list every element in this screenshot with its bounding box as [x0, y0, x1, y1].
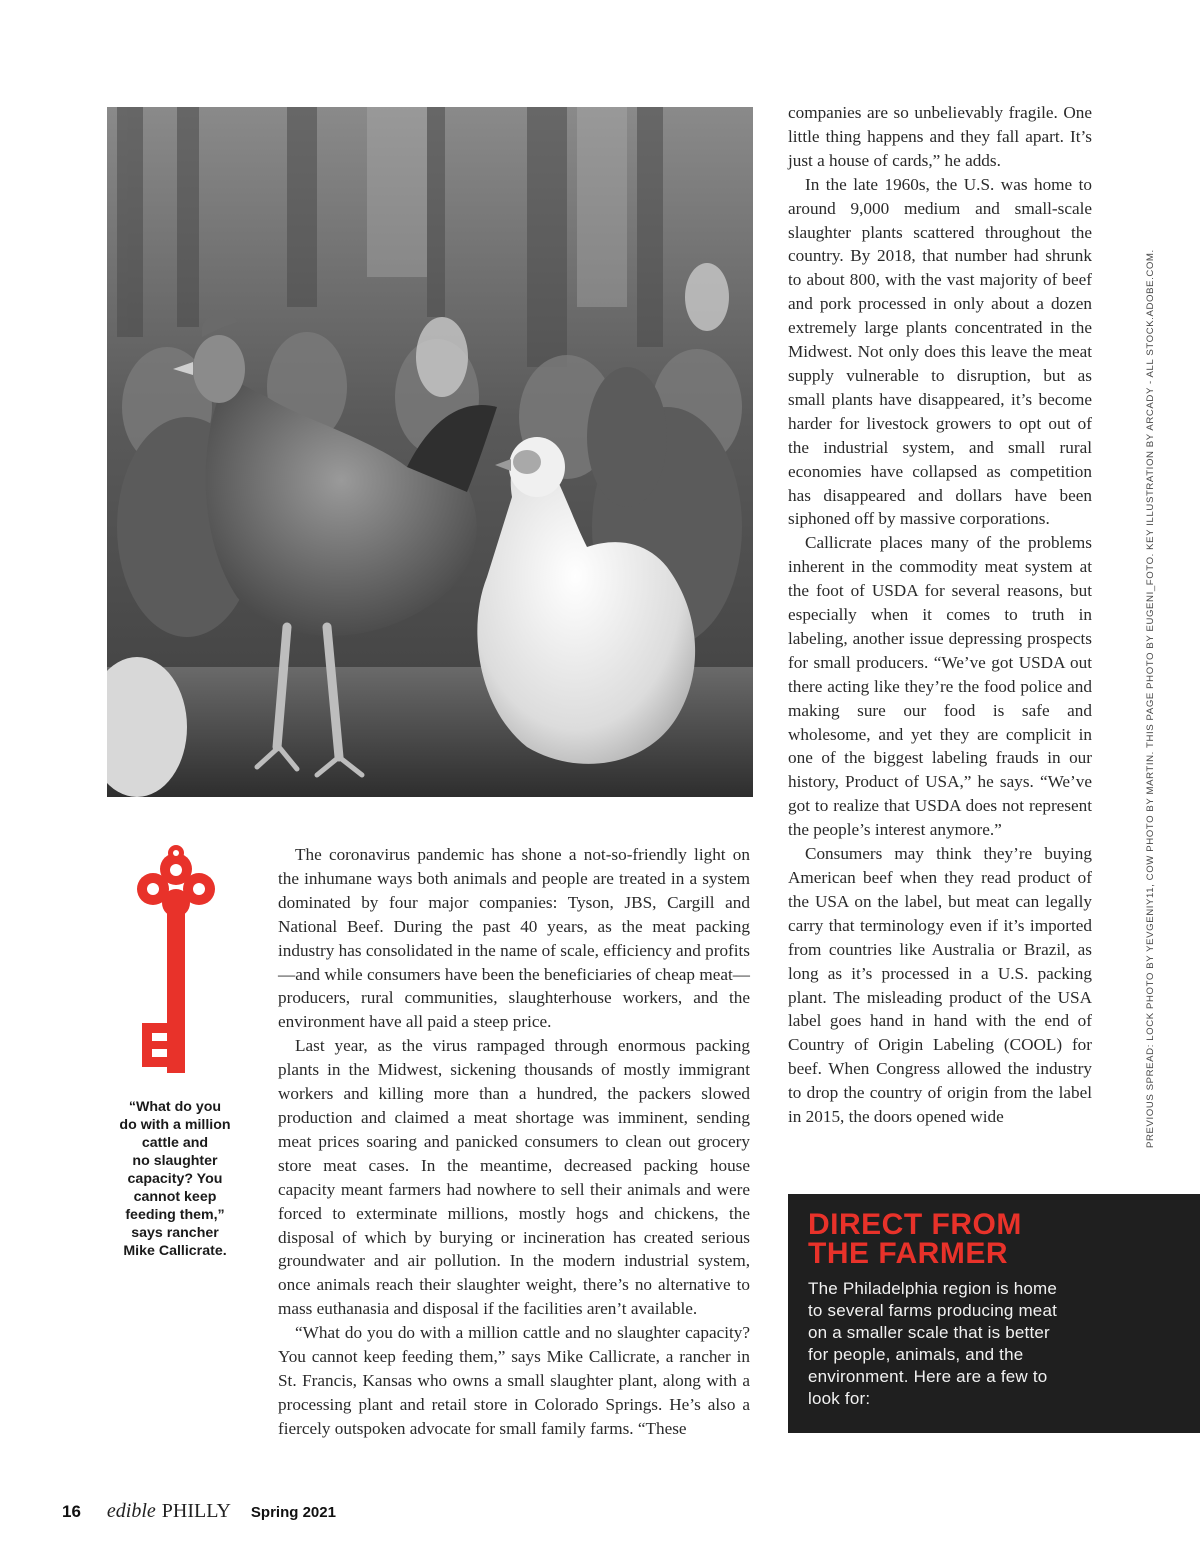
magazine-name-philly: PHILLY — [161, 1500, 231, 1522]
key-icon — [136, 843, 216, 1073]
sidebar-intro-line: look for: — [808, 1389, 871, 1408]
chickens-illustration — [107, 107, 753, 797]
sidebar-box — [788, 1194, 1200, 1433]
article-paragraph: Consumers may think they’re buying American beef when they read product of the USA on the label, but meat can legally carry that terminology even if it’s imported from countries like Australia or Brazil, as long as it’s processed in a U.S. packing plant. The misleading product of the USA label goes hand in hand with the end of Country of Origin Labeling (COOL) for beef. When Congress allowed the industry to drop the country of origin from the label in 2015, the doors opened wide — [788, 844, 1092, 1127]
pull-quote-line: do with a million — [119, 1117, 231, 1133]
article-paragraph: The coronavirus pandemic has shone a not-so-friendly light on the inhumane ways both animals and people are treated in a system dominated by four major companies: Tyson, JBS, Cargill and National Beef. During the past 40 years, as the meat packing industry has consolidated in the name of scale, efficiency and profits—and while consumers have been the beneficiaries of cheap meat—producers, rural communities, slaughterhouse workers, and the environment have all paid a steep price. — [278, 845, 750, 1032]
pull-quote-line: capacity? You — [127, 1171, 223, 1187]
pull-quote-line: feeding them,” — [125, 1207, 225, 1223]
pull-quote-line: cattle and — [141, 1135, 209, 1151]
magazine-name — [107, 1500, 231, 1523]
pull-quote-line: no slaughter — [132, 1153, 218, 1169]
photo-credit: PREVIOUS SPREAD: LOCK PHOTO BY YEVGENIY11, COW PHOTO BY MARTIN. THIS PAGE PHOTO BY EUGENI_FOTO. KEY ILLUSTRATION BY ARCADY - ALL STOCK.ADOBE.COM. — [1145, 249, 1156, 1148]
sidebar-intro-line: The Philadelphia region is home — [808, 1279, 1058, 1298]
pull-quote-line: Mike Callicrate. — [123, 1243, 227, 1259]
sidebar-title — [808, 1210, 1182, 1268]
article-paragraph: In the late 1960s, the U.S. was home to around 9,000 medium and small-scale slaughter plants scattered throughout the country. By 2018, that number had shrunk to about 800, with the vast majority of beef and pork processed in only about a dozen extremely large plants concentrated in the Midwest. Not only does this leave the meat supply vulnerable to disruption, but as small plants have disappeared, it’s become harder for livestock growers to opt out of the industrial system, and small rural economies have collapsed as competition has disappeared and dollars have been siphoned off by massive corporations. — [788, 174, 1092, 529]
sidebar-title-line: THE FARMER — [808, 1237, 1008, 1270]
chickens-photo — [107, 107, 753, 797]
article-column-right — [788, 101, 1092, 1129]
sidebar-title-line: DIRECT FROM — [808, 1208, 1022, 1241]
pull-quote-line: “What do you — [128, 1099, 222, 1115]
pull-quote — [106, 1098, 244, 1260]
article-paragraph: Callicrate places many of the problems inherent in the commodity meat system at the foot of USDA for several reasons, but especially when it comes to truth in labeling, another issue depressing prospects for small producers. “We’ve got USDA out there acting like they’re the food police and making sure our food is safe and wholesome, and yet they are complicit in one of the biggest labeling frauds in our history, Product of USA,” he says. “We’ve got to realize that USDA does not represent the people’s interest anymore.” — [788, 533, 1092, 840]
page-number: 16 — [62, 1502, 81, 1521]
sidebar-intro-line: for people, animals, and the — [808, 1345, 1024, 1364]
pull-quote-line: says rancher — [131, 1225, 219, 1241]
sidebar-intro-line: to several farms producing meat — [808, 1301, 1058, 1320]
pull-quote-line: cannot keep — [133, 1189, 217, 1205]
magazine-name-edible: edible — [106, 1500, 156, 1522]
article-paragraph: “What do you do with a million cattle and no slaughter capacity? You cannot keep feeding them,” says Mike Callicrate, a rancher in St. Francis, Kansas who owns a small slaughter plant, along with a processing plant and retail store in Colorado Springs. He’s also a fiercely outspoken advocate for small family farms. “These — [278, 1323, 750, 1438]
sidebar-intro — [808, 1278, 1182, 1410]
sidebar-intro-line: on a smaller scale that is better — [808, 1323, 1050, 1342]
article-paragraph: companies are so unbelievably fragile. One little thing happens and they fall apart. It’s just a house of cards,” he adds. — [788, 103, 1092, 170]
article-column-left — [278, 843, 750, 1441]
sidebar-intro-line: environment. Here are a few to — [808, 1367, 1048, 1386]
page-footer — [62, 1500, 336, 1526]
article-paragraph: Last year, as the virus rampaged through enormous packing plants in the Midwest, sickening thousands of mostly immigrant workers and killing more than a hundred, the packers slowed production and claimed a meat shortage was imminent, sending meat prices soaring and panicked consumers to clean out grocery store meat cases. In the meantime, decreased packing house capacity meant farmers had nowhere to sell their animals and were forced to exterminate millions, mostly hogs and chickens, the disposal of which by burying or incineration has created serious groundwater and air pollution. In the modern industrial system, once animals reach their slaughter weight, there’s no alternative to mass euthanasia and disposal if the facilities aren’t available. — [278, 1036, 750, 1319]
issue-date: Spring 2021 — [250, 1504, 336, 1521]
